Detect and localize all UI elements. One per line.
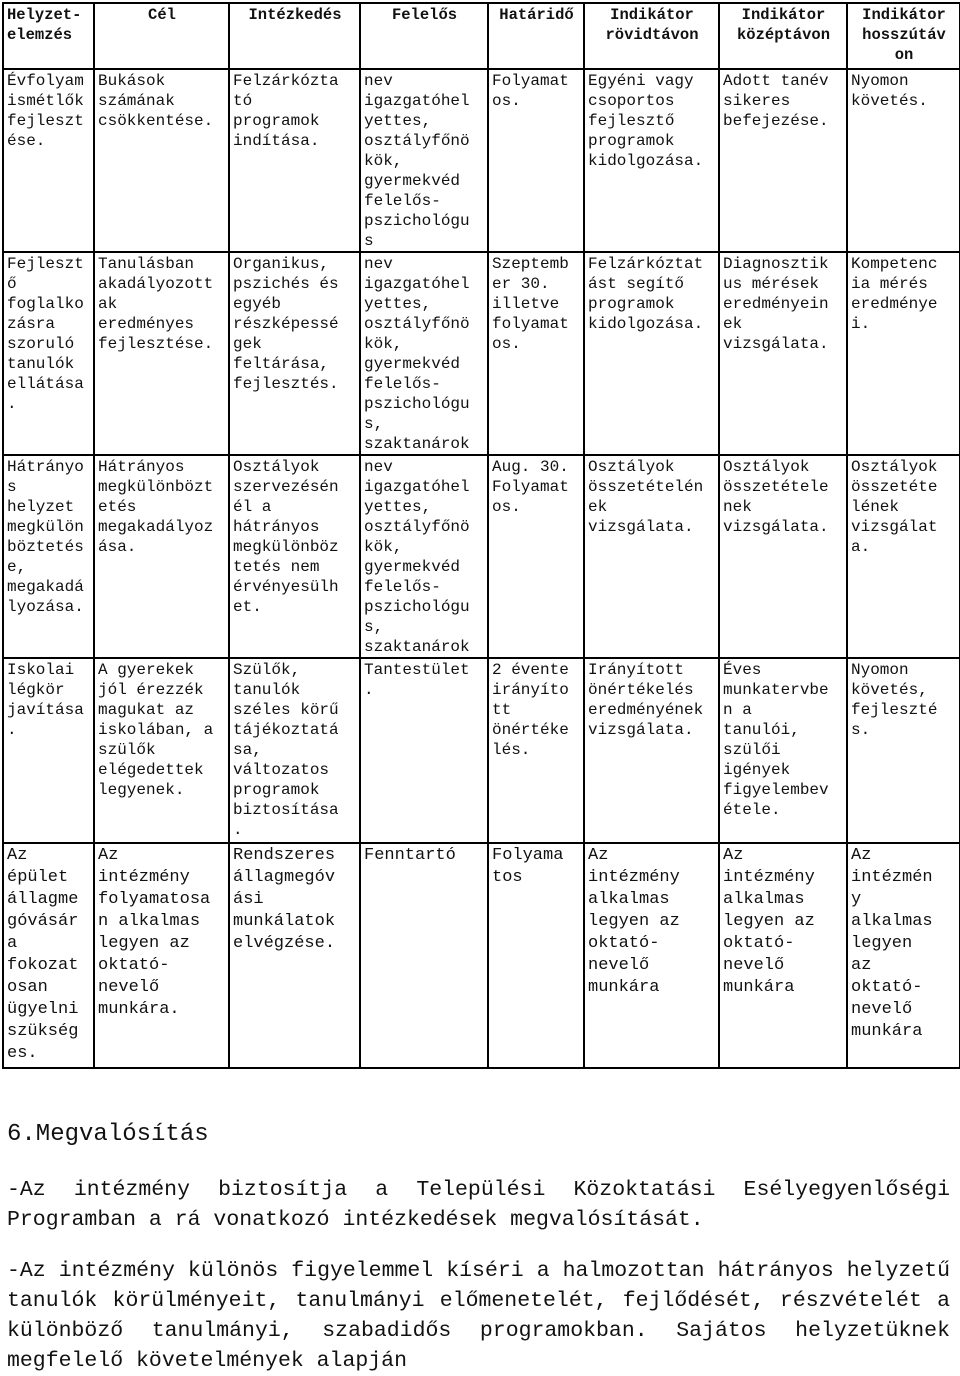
- table-cell: Felzárkóztat ást segítő programok kidolgozása.: [584, 252, 719, 455]
- table-cell: Fenntartó: [360, 843, 488, 1068]
- table-cell: Felzárkózta tó programok indítása.: [229, 69, 360, 252]
- table-cell: Az intézmén y alkalmas legyen az oktató- nevelő munkára: [847, 843, 960, 1068]
- table-cell: Szeptemb er 30. illetve folyamat os.: [488, 252, 584, 455]
- table-cell: nev igazgatóhel yettes, osztályfőnö kök, gyermekvéd felelős- pszichológu s, szaktanárok: [360, 252, 488, 455]
- table-row: [3, 455, 960, 658]
- table-row: [3, 658, 960, 843]
- section-heading: 6.Megvalósítás: [7, 1121, 209, 1148]
- table-cell: Hátrányos megkülönbözt etés megakadályoz ása.: [94, 455, 229, 658]
- table-cell: Bukások számának csökkentése.: [94, 69, 229, 252]
- table-cell: nev igazgatóhel yettes, osztályfőnö kök, gyermekvéd felelős- pszichológu s: [360, 69, 488, 252]
- header-cell: Helyzet- elemzés: [3, 3, 94, 69]
- table-cell: Diagnosztik us mérések eredményein ek vizsgálata.: [719, 252, 847, 455]
- header-cell: Indikátor középtávon: [719, 3, 847, 69]
- header-cell: Határidő: [488, 3, 584, 69]
- table-cell: Osztályok szervezésén él a hátrányos megkülönböz tetés nem érvényesülh et.: [229, 455, 360, 658]
- table-cell: Aug. 30. Folyamat os.: [488, 455, 584, 658]
- table-cell: Irányított önértékelés eredményének vizsgálata.: [584, 658, 719, 843]
- table-cell: Iskolai légkör javítása .: [3, 658, 94, 843]
- table-row: [3, 69, 960, 252]
- table-cell: Tanulásban akadályozott ak eredményes fejlesztése.: [94, 252, 229, 455]
- table-cell: Rendszeres állagmegóv ási munkálatok elvégzése.: [229, 843, 360, 1068]
- table-cell: Az épület állagme góvásár a fokozat osan ügyelni szükség es.: [3, 843, 94, 1068]
- table-cell: Nyomon követés, fejleszté s.: [847, 658, 960, 843]
- table-cell: nev igazgatóhel yettes, osztályfőnö kök, gyermekvéd felelős- pszichológu s, szaktanárok: [360, 455, 488, 658]
- table-cell: Osztályok összetétele nek vizsgálata.: [719, 455, 847, 658]
- table-cell: Fejleszt ő foglalko zásra szoruló tanulók ellátása .: [3, 252, 94, 455]
- table-cell: A gyerekek jól érezzék magukat az iskolában, a szülők elégedettek legyenek.: [94, 658, 229, 843]
- table-cell: Hátrányo s helyzet megkülön böztetés e, megakadá lyozása.: [3, 455, 94, 658]
- table-cell: Szülők, tanulók széles körű tájékoztatá sa, változatos programok biztosítása .: [229, 658, 360, 843]
- table-cell: Folyamat os.: [488, 69, 584, 252]
- paragraph: -Az intézmény biztosítja a Települési Közoktatási Esélyegyenlőségi Programban a rá vonatkozó intézkedések megvalósítását.: [7, 1178, 950, 1232]
- table-cell: Kompetenc ia mérés eredménye i.: [847, 252, 960, 455]
- table-cell: Éves munkatervbe n a tanulói, szülői igények figyelembev étele.: [719, 658, 847, 843]
- table-cell: Folyama tos: [488, 843, 584, 1068]
- table-header-row: [3, 3, 960, 69]
- table-cell: 2 évente irányíto tt önértéke lés.: [488, 658, 584, 843]
- table-cell: Osztályok összetételén ek vizsgálata.: [584, 455, 719, 658]
- table-row: [3, 843, 960, 1068]
- header-cell: Indikátor rövidtávon: [584, 3, 719, 69]
- header-cell: Indikátor hosszútáv on: [847, 3, 960, 69]
- action-plan-table: [2, 2, 960, 1069]
- table-cell: Nyomon követés.: [847, 69, 960, 252]
- header-cell: Intézkedés: [229, 3, 360, 69]
- table-cell: Az intézmény alkalmas legyen az oktató- nevelő munkára: [584, 843, 719, 1068]
- table-cell: Évfolyam ismétlők fejleszt ése.: [3, 69, 94, 252]
- table-cell: Egyéni vagy csoportos fejlesztő programok kidolgozása.: [584, 69, 719, 252]
- table-cell: Tantestület .: [360, 658, 488, 843]
- table-row: [3, 252, 960, 455]
- table-cell: Az intézmény folyamatosa n alkalmas legyen az oktató- nevelő munkára.: [94, 843, 229, 1068]
- header-cell: Cél: [94, 3, 229, 69]
- table-cell: Osztályok összetéte lének vizsgálat a.: [847, 455, 960, 658]
- table-cell: Organikus, pszichés és egyéb részképessé gek feltárása, fejlesztés.: [229, 252, 360, 455]
- table-cell: Adott tanév sikeres befejezése.: [719, 69, 847, 252]
- header-cell: Felelős: [360, 3, 488, 69]
- paragraph: -Az intézmény különös figyelemmel kíséri a halmozottan hátrányos helyzetű tanulók körülményeit, tanulmányi előmenetelét, fejlődését, részvételét a különböző tanulmányi, szabadidős programokban. Sajátos helyzetüknek megfelelő követelmények alapján: [7, 1259, 950, 1373]
- table-cell: Az intézmény alkalmas legyen az oktató- nevelő munkára: [719, 843, 847, 1068]
